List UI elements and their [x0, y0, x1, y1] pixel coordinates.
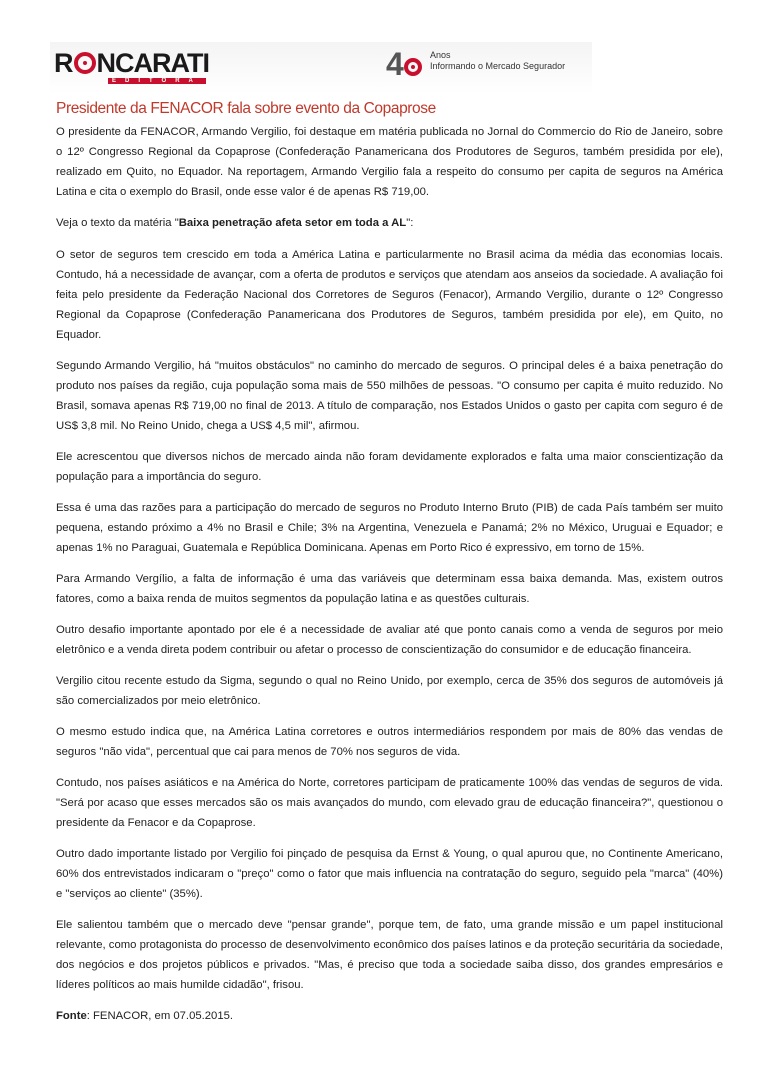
veja-line — [56, 213, 723, 233]
anniversary-line1: Anos — [430, 50, 451, 60]
paragraph-9: O mesmo estudo indica que, na América Latina corretores e outros intermediários respondem por mais de 80% das vendas de seguros "não vida", percentual que cai para menos de 70% nos seguros de vida. — [56, 726, 723, 758]
veja-suffix: ": — [406, 217, 414, 229]
source-label: Fonte — [56, 1010, 87, 1022]
article-title: Presidente da FENACOR fala sobre evento da Copaprose — [56, 100, 436, 117]
target-ring-icon — [404, 58, 422, 76]
paragraph-1: O presidente da FENACOR, Armando Vergilio, foi destaque em matéria publicada no Jornal do Commercio do Rio de Janeiro, sobre o 12º Congresso Regional da Copaprose (Confederação Panamericana dos Produtores de Seguros, também presidida por ele), realizado em Quito, no Equador. Na reportagem, Armando Vergilio fala a respeito do consumo per capita de seguros na América Latina e cita o exemplo do Brasil, onde esse valor é de apenas R$ 719,00. — [56, 126, 723, 198]
anniversary-line2: Informando o Mercado Segurador — [430, 61, 566, 71]
brand-sub: EDITORA — [108, 78, 206, 84]
paragraph-10: Contudo, nos países asiáticos e na América do Norte, corretores participam de praticamente 100% das vendas de seguros de vida. "Será por acaso que esses mercados são os mais avançados do mundo, com elevado grau de educação financeira?", questionou o presidente da Fenacor e da Copaprose. — [56, 777, 723, 829]
page-header — [50, 42, 592, 94]
paragraph-2: O setor de seguros tem crescido em toda a América Latina e particularmente no Brasil acima da média das economias locais. Contudo, há a necessidade de avançar, com a oferta de produtos e serviços que atendam aos anseios da sociedade. A avaliação foi feita pelo presidente da Federação Nacional dos Corretores de Seguros (Fenacor), Armando Vergilio, durante o 12º Congresso Regional da Copaprose (Confederação Panamericana dos Produtores de Seguros, também presidida por ele), em Quito, no Equador. — [56, 249, 723, 341]
anniversary-badge — [380, 42, 592, 94]
target-logo-icon — [74, 52, 96, 74]
source-line — [56, 1006, 723, 1026]
paragraph-11: Outro dado importante listado por Vergilio foi pinçado de pesquisa da Ernst & Young, o qual apurou que, no Continente Americano, 60% dos entrevistados indicaram o "preço" como o fator que mais influencia na contratação do seguro, seguido pela "marca" (40%) e "serviços ao cliente" (35%). — [56, 848, 723, 900]
brand-name: R NCARATI — [54, 48, 209, 78]
source-text: : FENACOR, em 07.05.2015. — [86, 1010, 234, 1022]
anniversary-text — [430, 50, 565, 72]
veja-title: Baixa penetração afeta setor em toda a AL — [178, 217, 407, 229]
paragraph-4: Ele acrescentou que diversos nichos de mercado ainda não foram devidamente explorados e falta uma maior conscientização da população para a importância do seguro. — [56, 451, 723, 483]
article-body — [56, 122, 723, 1037]
paragraph-8: Vergilio citou recente estudo da Sigma, segundo o qual no Reino Unido, por exemplo, cerca de 35% dos seguros de automóveis já são comercializados por meio eletrônico. — [56, 675, 723, 707]
anniversary-number: 4 — [386, 46, 422, 83]
paragraph-12: Ele salientou também que o mercado deve "pensar grande", porque tem, de fato, uma grande missão e um papel institucional relevante, como protagonista do processo de desenvolvimento econômico dos países latinos e da proteção securitária da sociedade, dos negócios e dos projetos públicos e privados. "Mas, é preciso que toda a sociedade saiba disso, dos grandes empresários e líderes políticos ao mais humilde cidadão", frisou. — [56, 919, 723, 991]
paragraph-5: Essa é uma das razões para a participação do mercado de seguros no Produto Interno Bruto (PIB) de cada País também ser muito pequena, estando próximo a 4% no Brasil e Chile; 3% na Argentina, Venezuela e Panamá; 2% no México, Uruguai e Equador; e apenas 1% no Paraguai, Guatemala e República Dominicana. Apenas em Porto Rico é expressivo, em torno de 15%. — [56, 502, 723, 554]
paragraph-7: Outro desafio importante apontado por ele é a necessidade de avaliar até que ponto canais como a venda de seguros por meio eletrônico e a venda direta podem contribuir ou afetar o processo de conscientização do consumidor e de educação financeira. — [56, 624, 723, 656]
roncarati-logo — [50, 42, 380, 94]
paragraph-6: Para Armando Vergílio, a falta de informação é uma das variáveis que determinam essa baixa demanda. Mas, existem outros fatores, como a baixa renda de muitos segmentos da população latina e as questões culturais. — [56, 573, 723, 605]
paragraph-3: Segundo Armando Vergilio, há "muitos obstáculos" no caminho do mercado de seguros. O principal deles é a baixa penetração do produto nos países da região, cuja população soma mais de 550 milhões de pessoas. "O consumo per capita é muito reduzido. No Brasil, somava apenas R$ 719,00 no final de 2013. A título de comparação, nos Estados Unidos o gasto per capita com seguro é de US$ 3,8 mil. No Reino Unido, chega a US$ 4,5 mil", afirmou. — [56, 360, 723, 432]
veja-prefix: Veja o texto da matéria " — [56, 217, 179, 229]
